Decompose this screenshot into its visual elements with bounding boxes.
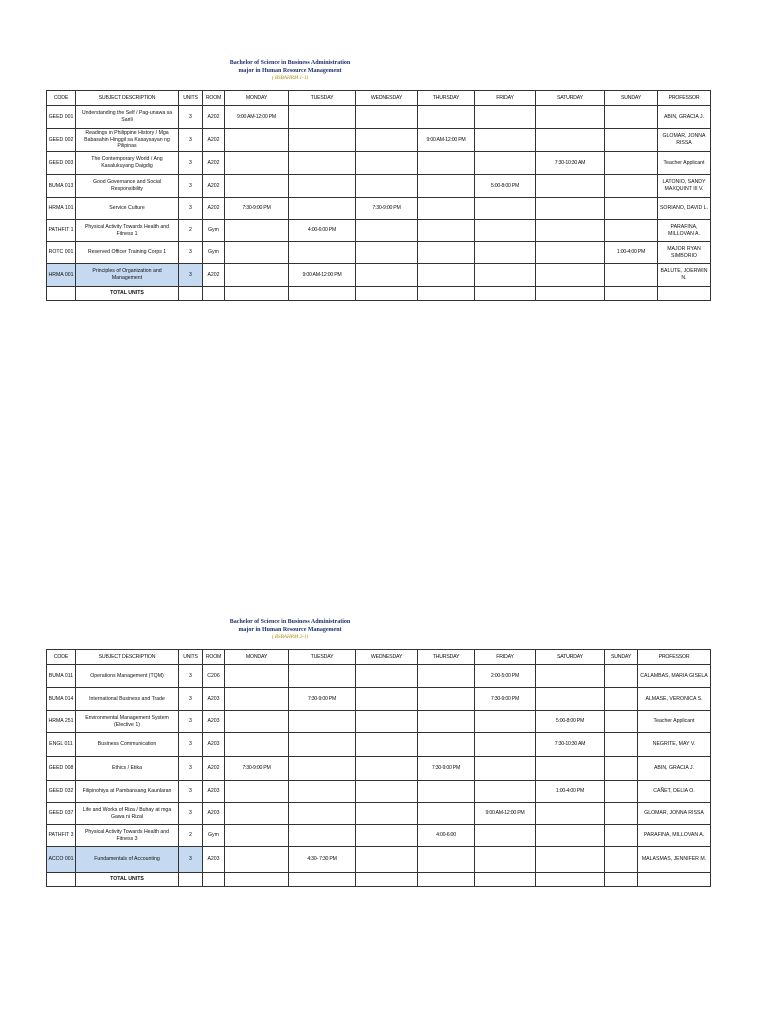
cell-units: 3 xyxy=(179,665,203,688)
cell-units: 3 xyxy=(179,803,203,825)
cell-description: Principles of Organization and Management xyxy=(76,264,179,287)
cell-wednesday xyxy=(356,264,418,287)
total-units-row xyxy=(47,873,711,887)
cell-thursday xyxy=(418,847,475,873)
table-row xyxy=(47,198,711,220)
cell-wednesday xyxy=(356,847,418,873)
cell-monday xyxy=(225,129,289,152)
total-units-row xyxy=(47,287,711,301)
cell-code: ROTC 001 xyxy=(47,242,76,264)
cell-monday xyxy=(225,781,289,803)
cell-sunday xyxy=(605,198,658,220)
cell-description: Business Communication xyxy=(76,733,179,757)
cell-code: HRMA 251 xyxy=(47,711,76,733)
cell-monday xyxy=(225,264,289,287)
cell-sunday xyxy=(605,264,658,287)
cell-saturday xyxy=(536,665,605,688)
cell-units: 3 xyxy=(179,733,203,757)
empty-cell xyxy=(536,287,605,301)
cell-professor: ABIN, GRACIA J. xyxy=(658,106,711,129)
cell-tuesday xyxy=(289,781,356,803)
cell-tuesday xyxy=(289,129,356,152)
column-header-code: CODE xyxy=(47,91,76,106)
cell-room: A202 xyxy=(203,198,225,220)
column-header-tuesday: TUESDAY xyxy=(289,650,356,665)
table-header-row xyxy=(47,650,711,665)
cell-tuesday xyxy=(289,106,356,129)
cell-tuesday xyxy=(289,198,356,220)
empty-cell xyxy=(47,873,76,887)
cell-friday xyxy=(475,129,536,152)
total-units-label: TOTAL UNITS xyxy=(76,873,179,887)
table-row xyxy=(47,106,711,129)
section-label: ( BSBAHRM 2-1) xyxy=(271,634,309,640)
cell-description: Understanding the Self / Pag-unawa sa Sarili xyxy=(76,106,179,129)
empty-cell xyxy=(605,873,638,887)
cell-professor: MAJOR RYAN SIMBORIO xyxy=(658,242,711,264)
cell-units: 3 xyxy=(179,757,203,781)
column-header-description: SUBJECT DESCRIPTION xyxy=(76,650,179,665)
empty-cell xyxy=(289,873,356,887)
cell-tuesday xyxy=(289,757,356,781)
section-label: ( BSBAHRM 1-1) xyxy=(271,75,309,81)
cell-thursday xyxy=(418,688,475,711)
cell-monday xyxy=(225,152,289,175)
cell-room: A202 xyxy=(203,757,225,781)
empty-cell xyxy=(356,287,418,301)
cell-sunday xyxy=(605,757,638,781)
cell-units: 3 xyxy=(179,175,203,198)
cell-units: 2 xyxy=(179,220,203,242)
cell-professor: GLOMAR, JONNA RISSA xyxy=(658,129,711,152)
cell-code: PATHFIT 3 xyxy=(47,825,76,847)
cell-monday xyxy=(225,803,289,825)
cell-sunday xyxy=(605,733,638,757)
cell-saturday xyxy=(536,803,605,825)
cell-thursday xyxy=(418,220,475,242)
cell-room: A203 xyxy=(203,733,225,757)
cell-saturday xyxy=(536,264,605,287)
cell-wednesday xyxy=(356,665,418,688)
cell-description: Physical Activity Towards Health and Fitness 3 xyxy=(76,825,179,847)
cell-saturday xyxy=(536,106,605,129)
table-row xyxy=(47,757,711,781)
cell-saturday xyxy=(536,847,605,873)
cell-saturday: 7:30-10:30 AM xyxy=(536,152,605,175)
cell-friday: 7:30-9:00 PM xyxy=(475,688,536,711)
cell-tuesday: 9:00 AM-12:00 PM xyxy=(289,264,356,287)
cell-monday xyxy=(225,711,289,733)
cell-wednesday: 7:30-9:00 PM xyxy=(356,198,418,220)
cell-room: A203 xyxy=(203,688,225,711)
cell-sunday xyxy=(605,152,658,175)
cell-tuesday xyxy=(289,152,356,175)
cell-sunday xyxy=(605,688,638,711)
schedule-table-2 xyxy=(46,649,711,887)
cell-room: C206 xyxy=(203,665,225,688)
column-header-wednesday: WEDNESDAY xyxy=(356,650,418,665)
cell-saturday xyxy=(536,220,605,242)
cell-saturday xyxy=(536,129,605,152)
empty-cell xyxy=(418,287,475,301)
cell-units: 3 xyxy=(179,106,203,129)
cell-saturday: 7:30-10:30 AM xyxy=(536,733,605,757)
cell-room: A203 xyxy=(203,803,225,825)
cell-sunday xyxy=(605,711,638,733)
cell-code: GEED 003 xyxy=(47,152,76,175)
cell-friday xyxy=(475,711,536,733)
cell-units: 3 xyxy=(179,711,203,733)
cell-friday xyxy=(475,152,536,175)
column-header-monday: MONDAY xyxy=(225,650,289,665)
column-header-professor: PROFESSOR xyxy=(638,650,711,665)
cell-thursday xyxy=(418,711,475,733)
cell-sunday xyxy=(605,129,658,152)
column-header-room: ROOM xyxy=(203,91,225,106)
cell-friday xyxy=(475,825,536,847)
table-row xyxy=(47,665,711,688)
cell-sunday xyxy=(605,106,658,129)
schedule-2-header xyxy=(0,618,580,641)
cell-code: PATHFIT 1 xyxy=(47,220,76,242)
cell-thursday xyxy=(418,175,475,198)
cell-tuesday xyxy=(289,711,356,733)
program-major: major in Human Resource Management xyxy=(238,627,342,633)
cell-thursday xyxy=(418,665,475,688)
cell-saturday: 1:00-4:00 PM xyxy=(536,781,605,803)
cell-professor: ABIN, GRACIA J. xyxy=(638,757,711,781)
program-title: Bachelor of Science in Business Administration xyxy=(229,619,351,625)
cell-room: A203 xyxy=(203,711,225,733)
empty-cell xyxy=(47,287,76,301)
cell-tuesday xyxy=(289,175,356,198)
cell-friday xyxy=(475,733,536,757)
cell-room: A202 xyxy=(203,152,225,175)
cell-wednesday xyxy=(356,781,418,803)
empty-cell xyxy=(418,873,475,887)
cell-code: GEED 008 xyxy=(47,757,76,781)
cell-thursday xyxy=(418,803,475,825)
table-header-row xyxy=(47,91,711,106)
cell-code: GEED 002 xyxy=(47,129,76,152)
cell-wednesday xyxy=(356,757,418,781)
column-header-friday: FRIDAY xyxy=(475,91,536,106)
cell-wednesday xyxy=(356,106,418,129)
cell-friday: 9:00 AM-12:00 PM xyxy=(475,803,536,825)
cell-sunday xyxy=(605,665,638,688)
cell-thursday xyxy=(418,264,475,287)
cell-description: Ethics / Etika xyxy=(76,757,179,781)
schedule-1-header xyxy=(0,59,580,82)
empty-cell xyxy=(179,287,203,301)
table-row xyxy=(47,175,711,198)
cell-professor: ALMASE, VERONICA S. xyxy=(638,688,711,711)
column-header-wednesday: WEDNESDAY xyxy=(356,91,418,106)
cell-code: BUMA 011 xyxy=(47,665,76,688)
cell-wednesday xyxy=(356,733,418,757)
cell-tuesday: 4:30- 7:30 PM xyxy=(289,847,356,873)
column-header-saturday: SATURDAY xyxy=(536,91,605,106)
cell-monday xyxy=(225,825,289,847)
cell-friday xyxy=(475,781,536,803)
cell-professor: GLOMAR, JONNA RISSA xyxy=(638,803,711,825)
table-row xyxy=(47,129,711,152)
cell-wednesday xyxy=(356,688,418,711)
table-row xyxy=(47,847,711,873)
cell-monday xyxy=(225,847,289,873)
cell-code: GEED 001 xyxy=(47,106,76,129)
cell-monday xyxy=(225,220,289,242)
cell-description: Fundamentals of Accounting xyxy=(76,847,179,873)
cell-code: HRMA 001 xyxy=(47,264,76,287)
cell-saturday xyxy=(536,198,605,220)
empty-cell xyxy=(605,287,658,301)
cell-units: 3 xyxy=(179,847,203,873)
cell-saturday xyxy=(536,242,605,264)
cell-saturday: 5:00-8:00 PM xyxy=(536,711,605,733)
cell-wednesday xyxy=(356,129,418,152)
column-header-code: CODE xyxy=(47,650,76,665)
column-header-room: ROOM xyxy=(203,650,225,665)
cell-sunday: 1:00-4:00 PM xyxy=(605,242,658,264)
empty-cell xyxy=(179,873,203,887)
cell-sunday xyxy=(605,803,638,825)
cell-friday xyxy=(475,242,536,264)
cell-tuesday xyxy=(289,825,356,847)
cell-thursday: 9:00 AM-12:00 PM xyxy=(418,129,475,152)
cell-friday xyxy=(475,220,536,242)
cell-wednesday xyxy=(356,803,418,825)
cell-thursday xyxy=(418,198,475,220)
cell-tuesday xyxy=(289,242,356,264)
empty-cell xyxy=(658,287,711,301)
table-row xyxy=(47,825,711,847)
empty-cell xyxy=(356,873,418,887)
column-header-units: UNITS xyxy=(179,91,203,106)
cell-code: BUMA 013 xyxy=(47,175,76,198)
empty-cell xyxy=(289,287,356,301)
cell-units: 3 xyxy=(179,688,203,711)
cell-description: Good Governance and Social Responsibility xyxy=(76,175,179,198)
column-header-tuesday: TUESDAY xyxy=(289,91,356,106)
empty-cell xyxy=(536,873,605,887)
cell-sunday xyxy=(605,781,638,803)
cell-friday: 2:00-5:00 PM xyxy=(475,665,536,688)
cell-description: Reserved Officer Training Corps 1 xyxy=(76,242,179,264)
empty-cell xyxy=(475,287,536,301)
cell-thursday xyxy=(418,106,475,129)
cell-room: A203 xyxy=(203,781,225,803)
program-major: major in Human Resource Management xyxy=(238,68,342,74)
cell-code: GEED 037 xyxy=(47,803,76,825)
cell-monday xyxy=(225,175,289,198)
column-header-thursday: THURSDAY xyxy=(418,91,475,106)
cell-units: 3 xyxy=(179,781,203,803)
cell-units: 3 xyxy=(179,242,203,264)
cell-wednesday xyxy=(356,825,418,847)
column-header-professor: PROFESSOR xyxy=(658,91,711,106)
cell-thursday xyxy=(418,242,475,264)
cell-monday xyxy=(225,733,289,757)
cell-professor: PARAFINA, MILLOVAN A. xyxy=(658,220,711,242)
cell-room: A202 xyxy=(203,129,225,152)
cell-saturday xyxy=(536,757,605,781)
table-row xyxy=(47,242,711,264)
cell-professor: LATONIO, SANDY MAXQUINT III V. xyxy=(658,175,711,198)
table-row xyxy=(47,220,711,242)
cell-professor: CAÑET, DELIA O. xyxy=(638,781,711,803)
cell-monday xyxy=(225,688,289,711)
cell-saturday xyxy=(536,825,605,847)
cell-room: Gym xyxy=(203,825,225,847)
empty-cell xyxy=(203,873,225,887)
cell-monday: 9:00 AM-12:00 PM xyxy=(225,106,289,129)
cell-units: 3 xyxy=(179,129,203,152)
cell-professor: PARAFINA, MILLOVAN A. xyxy=(638,825,711,847)
cell-code: GEED 032 xyxy=(47,781,76,803)
cell-room: A203 xyxy=(203,847,225,873)
cell-professor: Teacher Applicant xyxy=(638,711,711,733)
cell-wednesday xyxy=(356,175,418,198)
cell-sunday xyxy=(605,825,638,847)
cell-friday xyxy=(475,757,536,781)
cell-thursday xyxy=(418,781,475,803)
cell-wednesday xyxy=(356,220,418,242)
program-title: Bachelor of Science in Business Administration xyxy=(229,60,351,66)
column-header-units: UNITS xyxy=(179,650,203,665)
cell-sunday xyxy=(605,175,658,198)
cell-friday xyxy=(475,847,536,873)
cell-wednesday xyxy=(356,242,418,264)
cell-tuesday xyxy=(289,803,356,825)
cell-tuesday: 4:00-6:00 PM xyxy=(289,220,356,242)
cell-description: Environmental Management System (Elective 1) xyxy=(76,711,179,733)
cell-friday xyxy=(475,106,536,129)
empty-cell xyxy=(475,873,536,887)
cell-code: ACCO 001 xyxy=(47,847,76,873)
cell-description: Life and Works of Riza / Buhay at mga Gawa ni Rizal xyxy=(76,803,179,825)
cell-professor: NEGRITE, MAY V. xyxy=(638,733,711,757)
cell-professor: BALUTE, JOERWIN N. xyxy=(658,264,711,287)
cell-units: 3 xyxy=(179,198,203,220)
column-header-sunday: SUNDAY xyxy=(605,650,638,665)
table-row xyxy=(47,688,711,711)
cell-sunday xyxy=(605,220,658,242)
cell-code: HRMA 101 xyxy=(47,198,76,220)
cell-units: 3 xyxy=(179,152,203,175)
table-row xyxy=(47,781,711,803)
column-header-sunday: SUNDAY xyxy=(605,91,658,106)
cell-professor: MALASMAS, JENNIFER M. xyxy=(638,847,711,873)
table-row xyxy=(47,152,711,175)
empty-cell xyxy=(203,287,225,301)
cell-wednesday xyxy=(356,711,418,733)
cell-friday xyxy=(475,264,536,287)
column-header-saturday: SATURDAY xyxy=(536,650,605,665)
cell-units: 2 xyxy=(179,825,203,847)
cell-wednesday xyxy=(356,152,418,175)
column-header-friday: FRIDAY xyxy=(475,650,536,665)
table-row xyxy=(47,711,711,733)
empty-cell xyxy=(638,873,711,887)
cell-description: Physical Activity Towards Health and Fitness 1 xyxy=(76,220,179,242)
column-header-description: SUBJECT DESCRIPTION xyxy=(76,91,179,106)
cell-friday xyxy=(475,198,536,220)
cell-tuesday: 7:30-9:00 PM xyxy=(289,688,356,711)
cell-description: Operations Management (TQM) xyxy=(76,665,179,688)
cell-code: ENGL 011 xyxy=(47,733,76,757)
cell-room: A202 xyxy=(203,106,225,129)
cell-room: Gym xyxy=(203,220,225,242)
cell-monday xyxy=(225,242,289,264)
cell-room: A202 xyxy=(203,264,225,287)
column-header-monday: MONDAY xyxy=(225,91,289,106)
cell-tuesday xyxy=(289,665,356,688)
cell-professor: Teacher Applicant xyxy=(658,152,711,175)
cell-thursday: 4:00-6:00 xyxy=(418,825,475,847)
cell-sunday xyxy=(605,847,638,873)
cell-description: International Business and Trade xyxy=(76,688,179,711)
cell-monday xyxy=(225,665,289,688)
cell-description: Filipinohiya at Pambansang Kaunlaran xyxy=(76,781,179,803)
cell-professor: CALAMBAS, MARIA GISELA xyxy=(638,665,711,688)
cell-tuesday xyxy=(289,733,356,757)
cell-monday: 7:30-9:00 PM xyxy=(225,757,289,781)
cell-room: Gym xyxy=(203,242,225,264)
cell-saturday xyxy=(536,175,605,198)
cell-thursday xyxy=(418,152,475,175)
cell-room: A202 xyxy=(203,175,225,198)
total-units-label: TOTAL UNITS xyxy=(76,287,179,301)
table-row xyxy=(47,733,711,757)
empty-cell xyxy=(225,287,289,301)
cell-monday: 7:30-9:00 PM xyxy=(225,198,289,220)
empty-cell xyxy=(225,873,289,887)
cell-friday: 5:00-8:00 PM xyxy=(475,175,536,198)
table-row xyxy=(47,803,711,825)
cell-description: The Contemporary World / Ang Kasalukuyang Daigdig xyxy=(76,152,179,175)
cell-code: BUMA 014 xyxy=(47,688,76,711)
cell-thursday: 7:30-9:00 PM xyxy=(418,757,475,781)
schedule-table-1 xyxy=(46,90,711,301)
cell-saturday xyxy=(536,688,605,711)
table-row xyxy=(47,264,711,287)
column-header-thursday: THURSDAY xyxy=(418,650,475,665)
cell-description: Readings in Philippine History / Mga Babasahin Hinggil sa Kasaysayan ng Pilipinas xyxy=(76,129,179,152)
cell-units: 3 xyxy=(179,264,203,287)
cell-description: Service Culture xyxy=(76,198,179,220)
cell-professor: SORIANO, DAVID L. xyxy=(658,198,711,220)
cell-thursday xyxy=(418,733,475,757)
